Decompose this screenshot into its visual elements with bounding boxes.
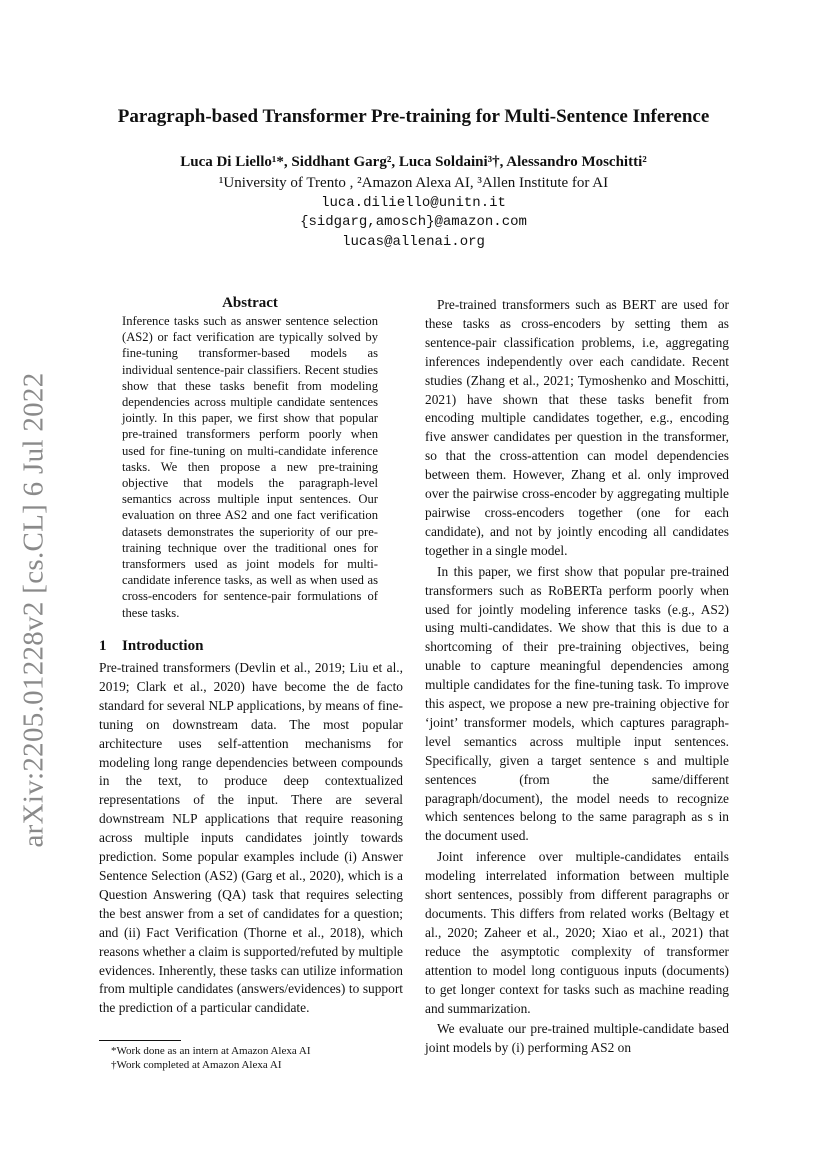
footnote: *Work done as an intern at Amazon Alexa AI bbox=[111, 1045, 311, 1057]
affiliations: ¹University of Trento , ²Amazon Alexa AI, ³Allen Institute for AI bbox=[218, 175, 609, 191]
paragraph: In this paper, we first show that popular pre-trained transformers such as RoBERTa perform poorly when used for jointly modeling inference tasks (e.g., AS2) using multi-candidates. We show that this is due to a shortcoming of their pre-training objectives, being unable to capture meaningful dependencies among multiple candidates for the fine-tuning task. To improve this aspect, we propose a new pre-training objective for ‘joint’ transformer models, which captures paragraph-level semantics across multiple input sentences. Specifically, given a target sentence s and multiple sentences (from the same/different paragraph/document), the model needs to recognize which sentences belong to the same paragraph as s in the document used. bbox=[425, 563, 729, 844]
abstract-heading: Abstract bbox=[222, 295, 278, 311]
arxiv-sidebar-id bbox=[14, 372, 54, 848]
email-1: luca.diliello@unitn.it bbox=[321, 195, 506, 211]
paragraph: We evaluate our pre-trained multiple-candidate based joint models by (i) performing AS2 on bbox=[425, 1021, 729, 1056]
footnote-rule bbox=[99, 1040, 181, 1041]
section-title: Introduction bbox=[122, 638, 204, 654]
section-number: 1 bbox=[99, 638, 107, 654]
email-2: {sidgarg,amosch}@amazon.com bbox=[300, 214, 527, 230]
intro-paragraph: Pre-trained transformers (Devlin et al., 2019; Liu et al., 2019; Clark et al., 2020) have become the de facto standard for several NLP applications, by means of fine-tuning on downstream data. The most popular architecture uses self-attention mechanisms for modeling long range dependencies between compounds in the text, to produce deep contextualized representations of the input. There are several downstream NLP applications that require reasoning across multiple inputs candidates jointly towards prediction. Some popular examples include (i) Answer Sentence Selection (AS2) (Garg et al., 2020), which is a Question Answering (QA) task that requires selecting the best answer from a set of candidates for a question; and (ii) Fact Verification (Thorne et al., 2018), which reasons whether a claim is supported/refuted by multiple evidences. Inherently, these tasks can utilize information from multiple candidates (answers/evidences) to support the prediction of a particular candidate. bbox=[99, 660, 403, 1016]
right-column bbox=[425, 296, 729, 1060]
abstract-body: Inference tasks such as answer sentence selection (AS2) or fact verification are typically solved by fine-tuning transformer-based models as individual sentence-pair classifiers. Recent studies show that these tasks benefit from modeling dependencies across multiple candidate sentences jointly. In this paper, we first show that popular pre-trained transformers perform poorly when used for fine-tuning on multi-candidate inference tasks. We then propose a new pre-training objective that models the paragraph-level semantics across multiple input sentences. Our evaluation on three AS2 and one fact verification datasets demonstrates the superiority of our pre-training technique over the traditional ones for transformers used as joint models for multi-candidate inference tasks, as well as when used as cross-encoders for sentence-pair formulations of these tasks. bbox=[122, 314, 378, 620]
paragraph: Pre-trained transformers such as BERT are used for these tasks as cross-encoders by setting them as sentence-pair classification problems, i.e, aggregating inferences independently over each candidate. Recent studies (Zhang et al., 2021; Tymoshenko and Moschitti, 2021) have shown that these tasks benefit from encoding multiple candidates together, e.g., encoding five answer candidates per question in the transformer, so that the cross-attention can model dependencies between them. However, Zhang et al. only improved over the pairwise cross-encoder by aggregating multiple pairwise cross-encoders together (one for each candidate), and not by jointly encoding all candidates together in a single model. bbox=[425, 297, 729, 558]
author-list: Luca Di Liello¹*, Siddhant Garg², Luca Soldaini³†, Alessandro Moschitti² bbox=[180, 154, 647, 170]
paragraph: Joint inference over multiple-candidates entails modeling interrelated information between multiple short sentences, possibly from different paragraphs or documents. This differs from related works (Beltagy et al., 2020; Zaheer et al., 2020; Xiao et al., 2021) that reduce the asymptotic complexity of transformer attention to model long contiguous inputs (documents) to get longer context for tasks such as machine reading and summarization. bbox=[425, 849, 729, 1016]
email-3: lucas@allenai.org bbox=[342, 234, 485, 250]
section-heading bbox=[99, 638, 203, 655]
paper-title: Paragraph-based Transformer Pre-training for Multi-Sentence Inference bbox=[117, 106, 710, 127]
footnote: †Work completed at Amazon Alexa AI bbox=[111, 1059, 282, 1071]
arxiv-id-text: arXiv:2205.01228v2 [cs.CL] 6 Jul 2022 bbox=[17, 372, 50, 848]
footnotes bbox=[111, 1044, 401, 1072]
